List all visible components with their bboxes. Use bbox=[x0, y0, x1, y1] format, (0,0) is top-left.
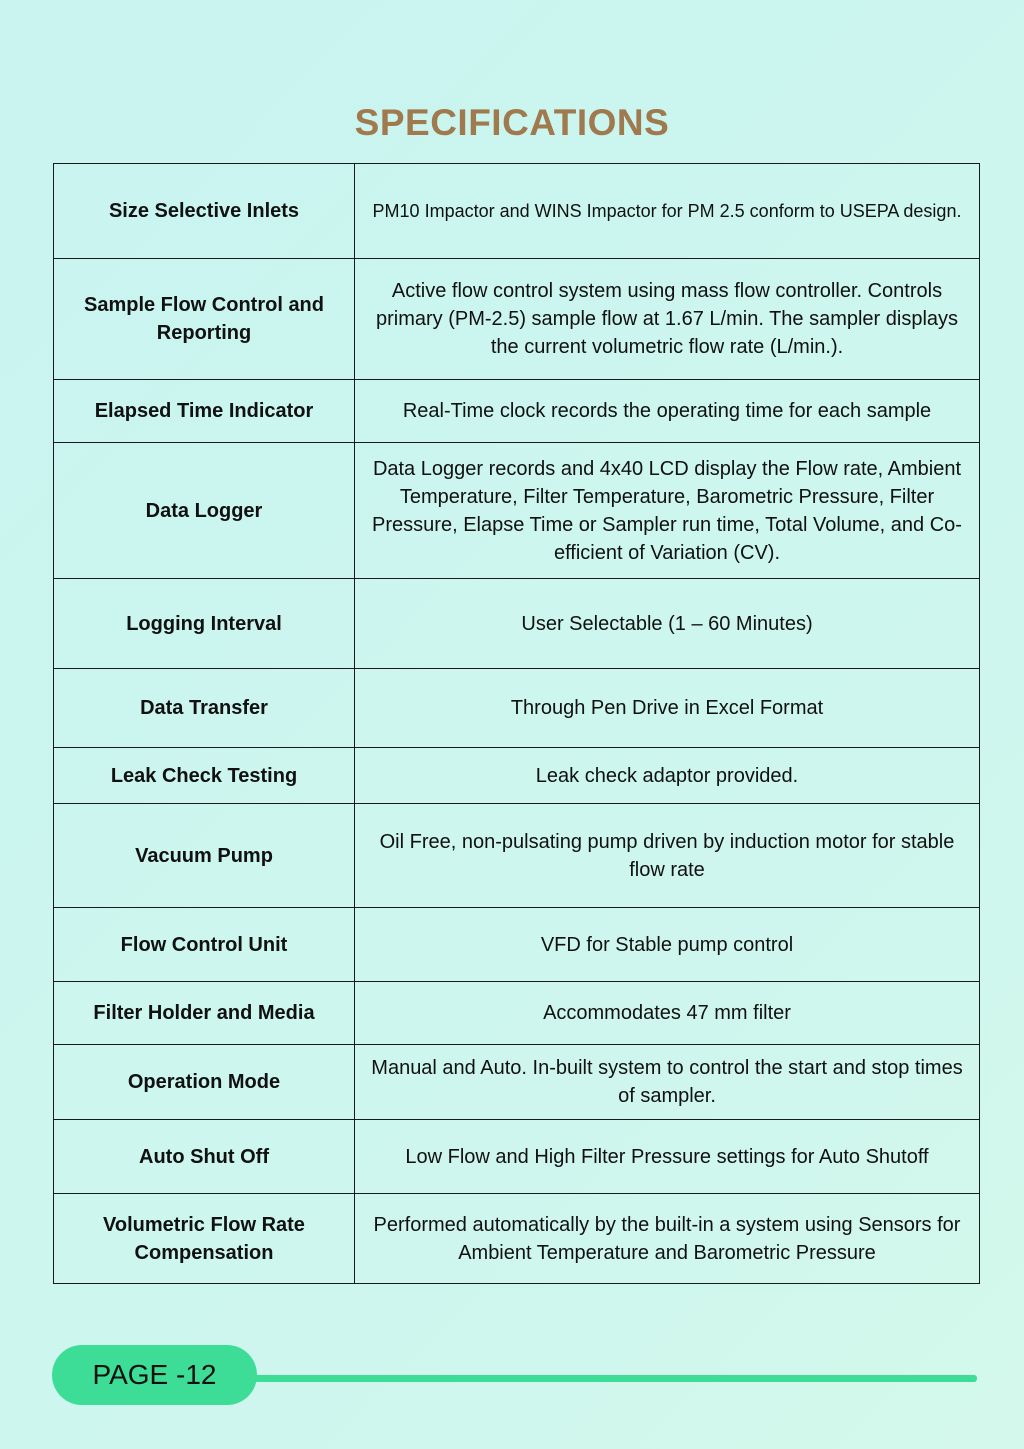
table-row bbox=[54, 804, 980, 908]
page-title: SPECIFICATIONS bbox=[354, 102, 670, 143]
spec-value: Active flow control system using mass flow controller. Controls primary (PM-2.5) sample flow at 1.67 L/min. The sampler displays the current volumetric flow rate (L/min.). bbox=[355, 259, 980, 380]
table-row bbox=[54, 908, 980, 982]
spec-value: Leak check adaptor provided. bbox=[355, 748, 980, 804]
spec-label: Elapsed Time Indicator bbox=[54, 380, 355, 443]
spec-label: Auto Shut Off bbox=[54, 1120, 355, 1194]
spec-label: Data Logger bbox=[54, 443, 355, 579]
spec-value: VFD for Stable pump control bbox=[355, 908, 980, 982]
table-row bbox=[54, 982, 980, 1045]
table-row bbox=[54, 1120, 980, 1194]
spec-value: PM10 Impactor and WINS Impactor for PM 2.5 conform to USEPA design. bbox=[355, 164, 980, 259]
page-number-label: PAGE -12 bbox=[92, 1359, 217, 1390]
spec-value: Data Logger records and 4x40 LCD display the Flow rate, Ambient Temperature, Filter Temperature, Barometric Pressure, Filter Pressure, Elapse Time or Sampler run time, Total Volume, and Co-efficient of Variation (CV). bbox=[355, 443, 980, 579]
spec-label: Data Transfer bbox=[54, 669, 355, 748]
table-row bbox=[54, 579, 980, 669]
table-row bbox=[54, 259, 980, 380]
spec-value: Through Pen Drive in Excel Format bbox=[355, 669, 980, 748]
spec-label: Flow Control Unit bbox=[54, 908, 355, 982]
spec-value: User Selectable (1 – 60 Minutes) bbox=[355, 579, 980, 669]
table-row bbox=[54, 669, 980, 748]
spec-label: Filter Holder and Media bbox=[54, 982, 355, 1045]
page-number-badge bbox=[52, 1345, 257, 1405]
spec-value: Accommodates 47 mm filter bbox=[355, 982, 980, 1045]
spec-value: Real-Time clock records the operating time for each sample bbox=[355, 380, 980, 443]
spec-label: Sample Flow Control and Reporting bbox=[54, 259, 355, 380]
spec-value: Oil Free, non-pulsating pump driven by induction motor for stable flow rate bbox=[355, 804, 980, 908]
spec-value: Performed automatically by the built-in a system using Sensors for Ambient Temperature and Barometric Pressure bbox=[355, 1194, 980, 1284]
specifications-table bbox=[53, 163, 980, 1284]
spec-label: Volumetric Flow Rate Compensation bbox=[54, 1194, 355, 1284]
table-row bbox=[54, 748, 980, 804]
table-row bbox=[54, 380, 980, 443]
table-row bbox=[54, 1194, 980, 1284]
spec-label: Vacuum Pump bbox=[54, 804, 355, 908]
spec-value: Low Flow and High Filter Pressure settings for Auto Shutoff bbox=[355, 1120, 980, 1194]
table-row bbox=[54, 1045, 980, 1120]
table-row bbox=[54, 164, 980, 259]
spec-label: Logging Interval bbox=[54, 579, 355, 669]
spec-label: Operation Mode bbox=[54, 1045, 355, 1120]
spec-value: Manual and Auto. In-built system to control the start and stop times of sampler. bbox=[355, 1045, 980, 1120]
footer-divider bbox=[250, 1375, 977, 1382]
spec-label: Leak Check Testing bbox=[54, 748, 355, 804]
spec-label: Size Selective Inlets bbox=[54, 164, 355, 259]
table-row bbox=[54, 443, 980, 579]
